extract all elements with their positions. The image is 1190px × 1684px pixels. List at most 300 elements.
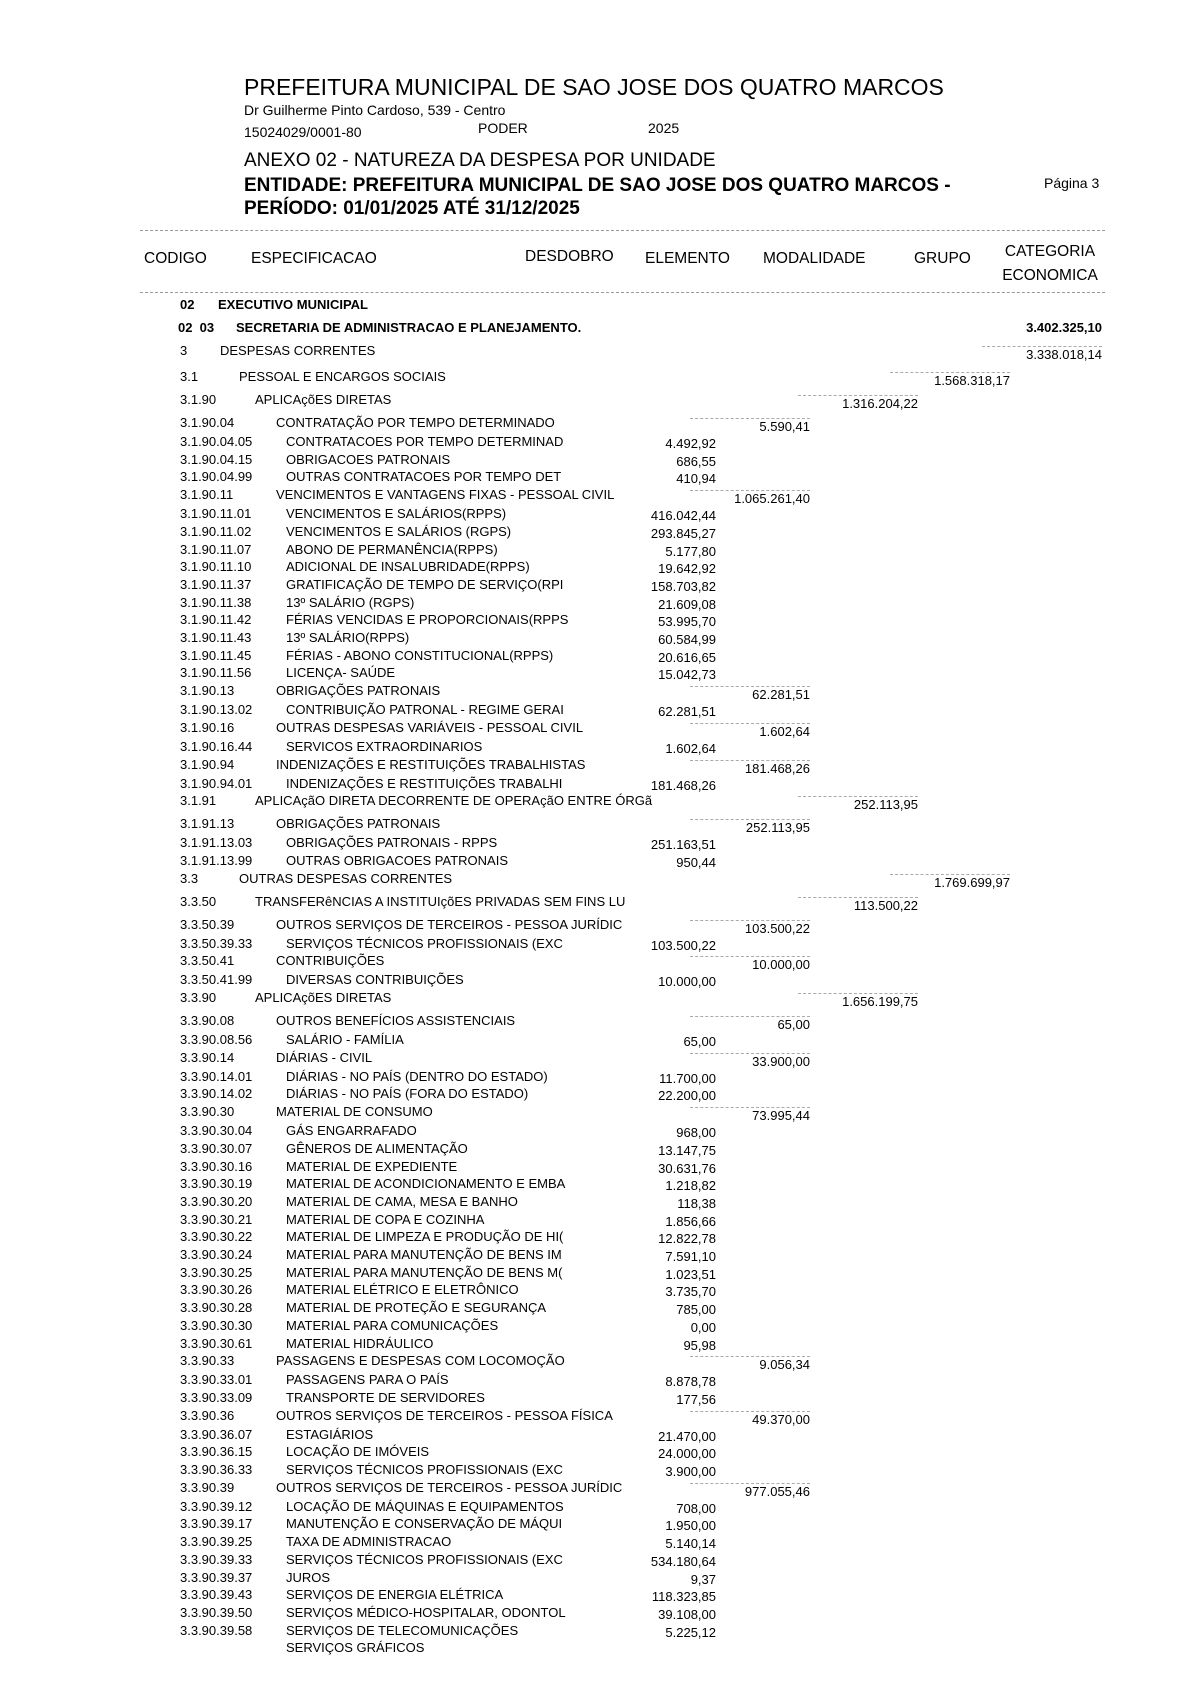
table-row (0, 1247, 1190, 1265)
orgao-name: EXECUTIVO MUNICIPAL (218, 297, 368, 312)
table-row (0, 1086, 1190, 1104)
row-value: 15.042,73 (658, 667, 716, 683)
row-description: OBRIGAÇÕES PATRONAIS - RPPS (286, 835, 498, 851)
table-row (0, 506, 1190, 524)
table-row (0, 1265, 1190, 1283)
row-description: SERVIÇOS TÉCNICOS PROFISSIONAIS (EXC (286, 935, 563, 951)
row-description: MATERIAL PARA MANUTENÇÃO DE BENS IM (286, 1247, 562, 1262)
row-code: 3.1.90.16.44 (180, 738, 253, 754)
table-row (0, 1282, 1190, 1300)
table-row (0, 683, 1190, 701)
row-code: 3.3.90.39.58 (180, 1622, 253, 1638)
unidade-name: SECRETARIA DE ADMINISTRACAO E PLANEJAMENTO. (236, 320, 582, 335)
row-value: 65,00 (690, 1016, 810, 1032)
row-code: 3.1.90.11.38 (180, 594, 252, 610)
row-description: OBRIGAÇÕES PATRONAIS (276, 816, 441, 832)
row-code: 3.3.90.30.04 (180, 1123, 253, 1139)
table-row (0, 1570, 1190, 1588)
row-description: SERVIÇOS TÉCNICOS PROFISSIONAIS (EXC (286, 1551, 563, 1567)
row-value: 968,00 (676, 1125, 716, 1141)
row-code: 3.3.90.39.37 (180, 1569, 253, 1585)
poder-label: PODER (478, 120, 528, 136)
table-row (0, 452, 1190, 470)
row-value: 5.225,12 (665, 1624, 716, 1640)
table-row (0, 894, 1190, 912)
table-row (0, 1534, 1190, 1552)
row-code: 3.1.90.04 (180, 415, 235, 430)
row-value: 534.180,64 (650, 1553, 716, 1569)
row-description: OUTRAS CONTRATACOES POR TEMPO DET (286, 469, 562, 485)
row-value: 22.200,00 (658, 1088, 716, 1104)
table-row (0, 720, 1190, 738)
table-row (0, 936, 1190, 954)
row-description: PASSAGENS PARA O PAÍS (286, 1372, 449, 1388)
row-code: 3.1.90.11.56 (180, 665, 252, 681)
row-description: PASSAGENS E DESPESAS COM LOCOMOÇÃO (276, 1353, 565, 1369)
row-description: CONTRIBUIÇÃO PATRONAL - REGIME GERAI (286, 702, 564, 718)
row-value: 12.822,78 (658, 1231, 716, 1247)
table-row (0, 835, 1190, 853)
table-row (0, 1104, 1190, 1122)
row-value: 293.845,27 (650, 525, 716, 541)
row-description: MATERIAL DE CAMA, MESA E BANHO (286, 1193, 518, 1209)
row-code: 3.3.90.30.24 (180, 1247, 253, 1262)
row-value: 1.769.699,97 (890, 874, 1010, 890)
row-value: 1.023,51 (665, 1266, 716, 1282)
row-code: 3.3.90.14.01 (180, 1068, 253, 1084)
row-code: 3.3.90.36.15 (180, 1444, 253, 1460)
row-value: 113.500,22 (798, 897, 918, 913)
row-description: LICENÇA- SAÚDE (286, 665, 396, 681)
row-value: 103.500,22 (650, 937, 716, 953)
row-code: 3.1 (180, 369, 199, 384)
table-row (0, 1069, 1190, 1087)
row-description: SERVIÇOS GRÁFICOS (286, 1640, 425, 1656)
row-value: 251.163,51 (650, 837, 716, 853)
row-value: 33.900,00 (690, 1053, 810, 1069)
row-value: 1.602,64 (665, 740, 716, 756)
row-value: 1.602,64 (690, 723, 810, 739)
row-description: MANUTENÇÃO E CONSERVAÇÃO DE MÁQUI (286, 1516, 563, 1532)
row-description: OUTROS SERVIÇOS DE TERCEIROS - PESSOA JURÍDIC (276, 916, 623, 932)
table-row (0, 1516, 1190, 1534)
table-row (0, 1159, 1190, 1177)
col-categoria-line1: CATEGORIA (1004, 243, 1096, 260)
row-description: OBRIGACOES PATRONAIS (286, 451, 451, 467)
table-row (0, 469, 1190, 487)
row-description: CONTRIBUIÇÕES (276, 953, 385, 969)
row-code: 3.1.90.13.02 (180, 702, 253, 718)
row-value: 10.000,00 (658, 974, 716, 990)
row-code: 3.3.90.39 (180, 1479, 235, 1495)
table-row (0, 1605, 1190, 1623)
table-row (0, 577, 1190, 595)
table-row (0, 757, 1190, 775)
row-description: MATERIAL PARA COMUNICAÇÕES (286, 1317, 499, 1333)
row-value: 9,37 (690, 1571, 716, 1587)
row-description: DIÁRIAS - CIVIL (276, 1049, 373, 1065)
table-row (0, 1462, 1190, 1480)
row-description: SERVIÇOS DE ENERGIA ELÉTRICA (286, 1587, 504, 1603)
table-row (0, 542, 1190, 560)
row-value: 9.056,34 (690, 1356, 810, 1372)
cnpj: 15024029/0001-80 (244, 124, 362, 140)
row-code: 3.1.90.11.45 (180, 647, 252, 663)
table-row (0, 1229, 1190, 1247)
row-description: OUTROS SERVIÇOS DE TERCEIROS - PESSOA FÍSICA (276, 1407, 613, 1423)
table-row (0, 1444, 1190, 1462)
row-code: 3.3.90.30.19 (180, 1176, 253, 1192)
row-description: TRANSFERêNCIAS A INSTITUIçõES PRIVADAS SEM FINS LU (255, 893, 626, 909)
row-description: TRANSPORTE DE SERVIDORES (286, 1389, 485, 1405)
table-row (0, 1032, 1190, 1050)
row-value: 410,94 (676, 471, 716, 487)
row-description: OUTROS SERVIÇOS DE TERCEIROS - PESSOA JURÍDIC (276, 1479, 623, 1495)
row-description: DIÁRIAS - NO PAÍS (FORA DO ESTADO) (286, 1086, 529, 1102)
row-description: MATERIAL DE EXPEDIENTE (286, 1158, 458, 1174)
row-description: GÊNEROS DE ALIMENTAÇÃO (286, 1140, 468, 1156)
header-divider-bottom (140, 292, 1105, 293)
row-code: 3.1.90.94 (180, 756, 235, 772)
table-row (0, 1336, 1190, 1354)
row-description: VENCIMENTOS E SALÁRIOS(RPPS) (286, 506, 507, 522)
row-description: SERVIÇOS TÉCNICOS PROFISSIONAIS (EXC (286, 1462, 563, 1477)
unidade-code: 02 03 (178, 320, 215, 335)
row-value: 5.140,14 (665, 1536, 716, 1552)
row-description: JUROS (286, 1569, 331, 1585)
row-description: INDENIZAÇÕES E RESTITUIÇÕES TRABALHISTAS (276, 756, 586, 772)
table-row (0, 1013, 1190, 1031)
row-value: 10.000,00 (690, 956, 810, 972)
row-description: MATERIAL DE ACONDICIONAMENTO E EMBA (286, 1176, 566, 1192)
row-description: ADICIONAL DE INSALUBRIDADE(RPPS) (286, 559, 530, 575)
row-value: 1.065.261,40 (690, 490, 810, 506)
row-value: 252.113,95 (798, 796, 918, 812)
row-value: 11.700,00 (659, 1070, 716, 1086)
table-row (0, 972, 1190, 990)
orgao-code: 02 (180, 297, 195, 312)
row-value: 5.590,41 (690, 418, 810, 434)
row-description: OUTRAS DESPESAS CORRENTES (239, 870, 453, 886)
table-row (0, 595, 1190, 613)
row-code: 3.1.90.11.37 (180, 576, 252, 592)
row-value: 3.735,70 (665, 1284, 716, 1300)
row-value: 118.323,85 (651, 1589, 716, 1605)
row-value: 177,56 (676, 1391, 716, 1407)
row-value: 3.338.018,14 (982, 346, 1102, 362)
row-description: SERVIÇOS DE TELECOMUNICAÇÕES (286, 1622, 519, 1638)
row-description: CONTRATACOES POR TEMPO DETERMINAD (286, 434, 564, 449)
table-row (0, 1587, 1190, 1605)
row-value: 4.492,92 (665, 436, 716, 451)
col-modalidade: MODALIDADE (763, 250, 866, 267)
row-description: MATERIAL PARA MANUTENÇÃO DE BENS M( (286, 1264, 563, 1280)
row-value: 1.856,66 (665, 1213, 716, 1229)
row-code: 3.3.90.39.50 (180, 1604, 253, 1620)
row-value: 708,00 (676, 1500, 716, 1516)
row-code: 3.1.90.11.01 (180, 506, 252, 522)
table-row (0, 1408, 1190, 1426)
row-description: ABONO DE PERMANÊNCIA(RPPS) (286, 541, 498, 557)
table-row (0, 739, 1190, 757)
row-value: 1.950,00 (665, 1518, 716, 1534)
row-code: 3.3.90.39.33 (180, 1551, 253, 1567)
row-description: MATERIAL DE CONSUMO (276, 1104, 433, 1120)
row-code: 3.3.90.36.07 (180, 1426, 253, 1442)
table-row (0, 524, 1190, 542)
table-row (0, 953, 1190, 971)
unidade-total: 3.402.325,10 (1026, 320, 1102, 335)
table-row (0, 369, 1190, 387)
row-description: ESTAGIÁRIOS (286, 1426, 374, 1442)
table-row (0, 1480, 1190, 1498)
col-codigo: CODIGO (144, 250, 207, 267)
table-row (0, 1353, 1190, 1371)
row-value: 3.900,00 (665, 1464, 716, 1479)
row-description: VENCIMENTOS E VANTAGENS FIXAS - PESSOAL CIVIL (276, 487, 615, 503)
row-value: 95,98 (683, 1337, 716, 1353)
col-grupo: GRUPO (914, 250, 971, 267)
row-code: 3.1.90.11.07 (180, 541, 252, 557)
period-line: PERÍODO: 01/01/2025 ATÉ 31/12/2025 (244, 198, 580, 219)
row-description: LOCAÇÃO DE MÁQUINAS E EQUIPAMENTOS (286, 1498, 564, 1514)
row-description: SALÁRIO - FAMÍLIA (286, 1032, 404, 1047)
row-description: 13º SALÁRIO (RGPS) (286, 594, 415, 610)
row-code: 3.3.90.33.01 (180, 1372, 253, 1388)
row-value: 20.616,65 (658, 649, 716, 665)
row-code: 3.3.90.39.17 (180, 1516, 253, 1532)
table-row (0, 853, 1190, 871)
row-code: 3.3.50.39 (180, 916, 235, 932)
row-code: 3.3.90.30.20 (180, 1193, 253, 1209)
col-categoria-economica (1000, 240, 1100, 288)
row-code: 3.3.90.08.56 (180, 1032, 253, 1047)
row-code: 3.3.90.30.26 (180, 1282, 253, 1298)
row-code: 3.1.90 (180, 392, 217, 407)
row-code: 3.3.50.41 (180, 953, 235, 969)
row-description: MATERIAL DE PROTEÇÃO E SEGURANÇA (286, 1300, 547, 1316)
row-code: 3.3.90.30.25 (180, 1264, 253, 1280)
row-description: 13º SALÁRIO(RPPS) (286, 630, 410, 645)
row-code: 3.3.90.36.33 (180, 1462, 253, 1477)
row-value: 65,00 (683, 1034, 716, 1049)
entity-line: ENTIDADE: PREFEITURA MUNICIPAL DE SAO JOSE DOS QUATRO MARCOS - (244, 175, 951, 196)
row-description: OUTRAS DESPESAS VARIÁVEIS - PESSOAL CIVIL (276, 719, 584, 735)
row-description: FÉRIAS - ABONO CONSTITUCIONAL(RPPS) (286, 647, 554, 663)
table-row (0, 612, 1190, 630)
row-code: 3.1.90.04.99 (180, 469, 253, 485)
row-value: 60.584,99 (658, 632, 716, 647)
row-code: 3.1.91.13 (180, 816, 235, 832)
row-code: 3.3.90.30.28 (180, 1300, 253, 1316)
row-code: 3 (180, 343, 188, 358)
row-value: 252.113,95 (690, 819, 810, 835)
row-code: 3.1.90.11.10 (180, 559, 252, 575)
annex-title: ANEXO 02 - NATUREZA DA DESPESA POR UNIDADE (244, 150, 716, 171)
table-row (0, 1499, 1190, 1517)
row-value: 1.316.204,22 (798, 395, 918, 411)
row-value: 0,00 (690, 1319, 716, 1335)
row-description: APLICAçõES DIRETAS (255, 392, 392, 407)
row-description: OUTRAS OBRIGACOES PATRONAIS (286, 852, 508, 868)
row-description: LOCAÇÃO DE IMÓVEIS (286, 1444, 430, 1460)
row-value: 416.042,44 (650, 508, 716, 524)
row-code: 3.1.90.11.42 (180, 612, 252, 628)
row-code: 3.1.91.13.03 (180, 835, 253, 851)
row-value: 53.995,70 (658, 614, 716, 630)
table-row (0, 630, 1190, 648)
table-row (0, 793, 1190, 811)
table-row (0, 1123, 1190, 1141)
row-value: 785,00 (676, 1302, 716, 1318)
table-row (0, 665, 1190, 683)
row-value: 103.500,22 (690, 920, 810, 936)
row-description: CONTRATAÇÃO POR TEMPO DETERMINADO (276, 415, 555, 430)
table-row (0, 1623, 1190, 1641)
row-code: 3.1.91.13.99 (180, 852, 253, 868)
row-value: 1.568.318,17 (890, 372, 1010, 388)
row-code: 3.3.90.30.21 (180, 1211, 253, 1227)
table-row (0, 871, 1190, 889)
year: 2025 (648, 120, 680, 136)
row-code: 3.3.50.39.33 (180, 935, 253, 951)
row-description: TAXA DE ADMINISTRACAO (286, 1534, 452, 1550)
row-value: 8.878,78 (665, 1374, 716, 1390)
header-divider-top (140, 230, 1105, 231)
table-row (0, 776, 1190, 794)
row-description: MATERIAL DE COPA E COZINHA (286, 1211, 485, 1227)
row-value: 5.177,80 (665, 543, 716, 559)
table-row (0, 1640, 1190, 1658)
row-value: 19.642,92 (658, 561, 716, 577)
row-value: 977.055,46 (690, 1483, 810, 1499)
row-value: 21.470,00 (658, 1428, 716, 1444)
address: Dr Guilherme Pinto Cardoso, 539 - Centro (244, 102, 506, 118)
row-code: 3.1.90.11.02 (180, 523, 252, 539)
table-row (0, 1141, 1190, 1159)
row-code: 3.3.90 (180, 990, 217, 1005)
table-row (0, 434, 1190, 452)
row-description: PESSOAL E ENCARGOS SOCIAIS (239, 369, 446, 384)
row-code: 3.1.90.11.43 (180, 630, 252, 645)
row-code: 3.3.90.08 (180, 1013, 235, 1028)
row-description: DIÁRIAS - NO PAÍS (DENTRO DO ESTADO) (286, 1068, 548, 1084)
row-code: 3.1.90.16 (180, 719, 235, 735)
row-code: 3.3.90.33 (180, 1353, 235, 1369)
row-value: 7.591,10 (665, 1249, 716, 1264)
row-description: VENCIMENTOS E SALÁRIOS (RGPS) (286, 523, 512, 539)
row-code: 3.3.90.30.61 (180, 1335, 253, 1351)
row-value: 158.703,82 (650, 578, 716, 594)
table-row (0, 648, 1190, 666)
table-row (0, 917, 1190, 935)
row-value: 13.147,75 (658, 1142, 716, 1158)
row-code: 3.3.50 (180, 893, 217, 909)
table-row (0, 343, 1190, 361)
table-row (0, 1552, 1190, 1570)
row-code: 3.3.90.30.30 (180, 1317, 253, 1333)
table-row (0, 1194, 1190, 1212)
row-code: 3.1.90.11 (180, 487, 234, 503)
row-description: GÁS ENGARRAFADO (286, 1123, 417, 1139)
row-code: 3.3.90.30.16 (180, 1158, 253, 1174)
row-value: 49.370,00 (690, 1411, 810, 1427)
row-code: 3.1.90.13 (180, 683, 235, 699)
row-value: 1.656.199,75 (798, 993, 918, 1009)
row-description: SERVIÇOS MÉDICO-HOSPITALAR, ODONTOL (286, 1604, 566, 1620)
row-value: 62.281,51 (658, 704, 716, 720)
table-row (0, 392, 1190, 410)
row-code: 3.3.90.30 (180, 1104, 235, 1120)
row-code: 3.3.90.14 (180, 1049, 235, 1065)
row-code: 3.3.50.41.99 (180, 972, 253, 988)
row-description: INDENIZAÇÕES E RESTITUIÇÕES TRABALHI (286, 775, 563, 791)
row-value: 686,55 (676, 453, 716, 469)
row-code: 3.1.90.04.05 (180, 434, 253, 449)
table-row (0, 1050, 1190, 1068)
row-description: OBRIGAÇÕES PATRONAIS (276, 683, 441, 699)
row-code: 3.3.90.39.12 (180, 1498, 253, 1514)
row-code: 3.1.90.04.15 (180, 451, 253, 467)
col-categoria-line2: ECONOMICA (1002, 267, 1098, 284)
table-row (0, 702, 1190, 720)
row-code: 3.3.90.39.43 (180, 1587, 253, 1603)
row-value: 62.281,51 (690, 686, 810, 702)
row-value: 21.609,08 (658, 596, 716, 612)
row-code: 3.3.90.36 (180, 1407, 235, 1423)
table-row (0, 559, 1190, 577)
table-row (0, 1176, 1190, 1194)
table-row (0, 1318, 1190, 1336)
row-code: 3.3.90.33.09 (180, 1389, 253, 1405)
row-code: 3.3.90.30.22 (180, 1229, 253, 1245)
row-code: 3.3.90.39.25 (180, 1534, 253, 1550)
row-description: MATERIAL HIDRÁULICO (286, 1335, 434, 1351)
table-row (0, 1212, 1190, 1230)
row-value: 39.108,00 (658, 1606, 716, 1622)
row-value: 1.218,82 (665, 1178, 716, 1194)
row-description: MATERIAL ELÉTRICO E ELETRÔNICO (286, 1282, 519, 1298)
row-value: 73.995,44 (690, 1107, 810, 1123)
table-row (0, 1372, 1190, 1390)
table-row (0, 487, 1190, 505)
row-code: 3.3.90.14.02 (180, 1086, 253, 1102)
table-row (0, 1427, 1190, 1445)
row-description: GRATIFICAÇÃO DE TEMPO DE SERVIÇO(RPI (286, 576, 564, 592)
row-description: DESPESAS CORRENTES (220, 343, 376, 358)
row-code: 3.1.91 (180, 793, 217, 809)
row-value: 950,44 (676, 854, 716, 870)
row-value: 181.468,26 (690, 760, 810, 776)
row-description: MATERIAL DE LIMPEZA E PRODUÇÃO DE HI( (286, 1229, 564, 1245)
col-desdobro: DESDOBRO (525, 248, 614, 265)
row-code: 3.3 (180, 870, 199, 886)
row-value: 181.468,26 (650, 777, 716, 793)
col-elemento: ELEMENTO (645, 250, 730, 267)
row-description: SERVICOS EXTRAORDINARIOS (286, 738, 483, 754)
row-description: OUTROS BENEFÍCIOS ASSISTENCIAIS (276, 1013, 516, 1028)
row-description: FÉRIAS VENCIDAS E PROPORCIONAIS(RPPS (286, 612, 569, 628)
page-number: Página 3 (1044, 175, 1100, 191)
row-value: 30.631,76 (658, 1160, 716, 1176)
row-description: APLICAçõES DIRETAS (255, 990, 392, 1005)
row-description: DIVERSAS CONTRIBUIÇÕES (286, 972, 464, 988)
col-especificacao: ESPECIFICACAO (251, 250, 377, 267)
table-row (0, 816, 1190, 834)
org-name: PREFEITURA MUNICIPAL DE SAO JOSE DOS QUATRO MARCOS (244, 74, 944, 100)
row-code: 3.3.90.30.07 (180, 1140, 253, 1156)
table-row (0, 1300, 1190, 1318)
